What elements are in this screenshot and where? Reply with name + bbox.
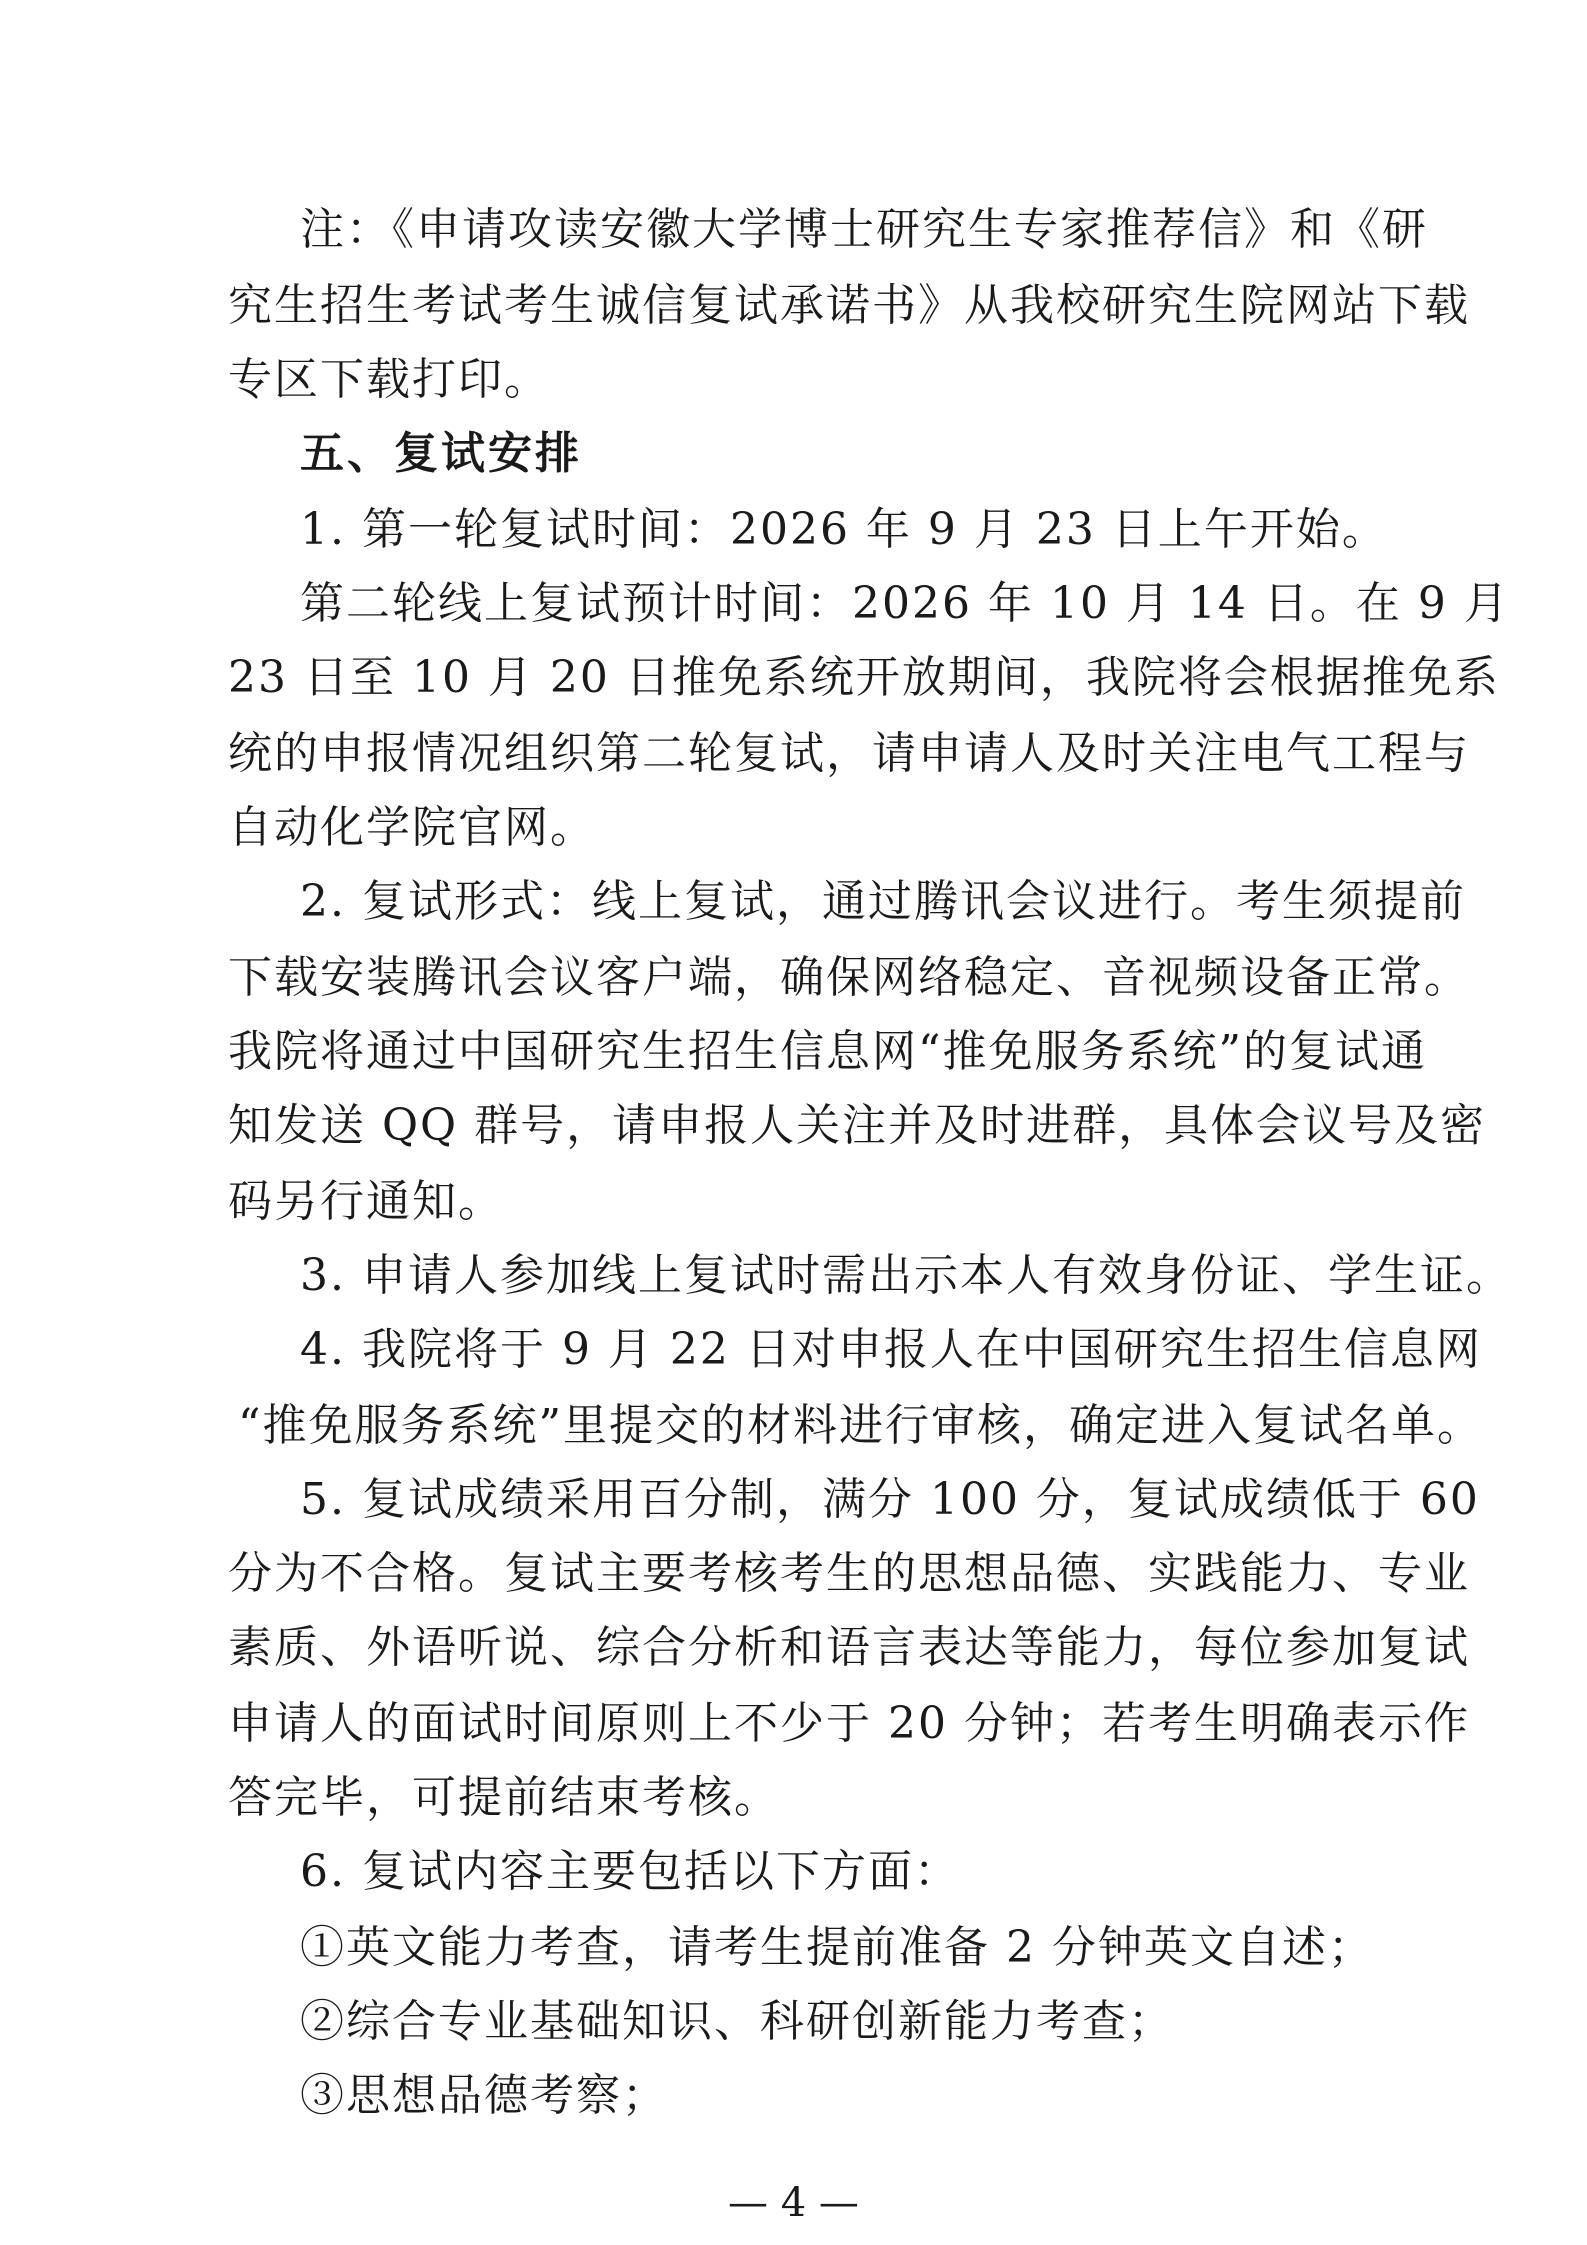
item-5-line-1: 5. 复试成绩采用百分制，满分 100 分，复试成绩低于 60 [300,1474,1480,1525]
page-number: — 4 — [728,2180,859,2226]
item-1-line-3: 23 日至 10 月 20 日推免系统开放期间，我院将会根据推免系 [228,652,1500,703]
item-1-line-5: 自动化学院官网。 [228,802,596,853]
item-5-line-2: 分为不合格。复试主要考核考生的思想品德、实践能力、专业 [228,1548,1470,1599]
note-line-2: 究生招生考试考生诚信复试承诺书》从我校研究生院网站下载 [228,280,1470,331]
item-2-line-5: 码另行通知。 [228,1176,504,1227]
item-2-line-3: 我院将通过中国研究生招生信息网“推免服务系统”的复试通 [228,1026,1427,1077]
item-2-line-1: 2. 复试形式：线上复试，通过腾讯会议进行。考生须提前 [300,876,1466,927]
note-line-3: 专区下载打印。 [228,354,550,405]
item-5-line-5: 答完毕，可提前结束考核。 [228,1772,780,1823]
item-6-sub-3: ③思想品德考察； [300,2070,668,2121]
item-6-sub-1: ①英文能力考查，请考生提前准备 2 分钟英文自述； [300,1922,1374,1973]
item-5-line-3: 素质、外语听说、综合分析和语言表达等能力，每位参加复试 [228,1622,1470,1673]
item-6-sub-2: ②综合专业基础知识、科研创新能力考查； [300,1996,1174,2047]
item-1-line-1: 1. 第一轮复试时间：2026 年 9 月 23 日上午开始。 [300,504,1388,555]
item-1-line-2: 第二轮线上复试预计时间：2026 年 10 月 14 日。在 9 月 [300,578,1510,629]
item-4-line-1: 4. 我院将于 9 月 22 日对申报人在中国研究生招生信息网 [300,1324,1482,1375]
item-2-line-2: 下载安装腾讯会议客户端，确保网络稳定、音视频设备正常。 [228,952,1470,1003]
item-1-line-4: 统的申报情况组织第二轮复试，请申请人及时关注电气工程与 [228,728,1470,779]
item-3-line-1: 3. 申请人参加线上复试时需出示本人有效身份证、学生证。 [300,1250,1512,1301]
note-line-1: 注：《申请攻读安徽大学博士研究生专家推荐信》和《研 [300,204,1428,255]
section-heading: 五、复试安排 [300,428,582,479]
item-4-line-2: “推免服务系统”里提交的材料进行审核，确定进入复试名单。 [238,1400,1483,1451]
item-2-line-4: 知发送 QQ 群号，请申报人关注并及时进群，具体会议号及密 [228,1100,1487,1151]
item-5-line-4: 申请人的面试时间原则上不少于 20 分钟；若考生明确表示作 [228,1698,1470,1749]
item-6-line-1: 6. 复试内容主要包括以下方面： [300,1846,960,1897]
